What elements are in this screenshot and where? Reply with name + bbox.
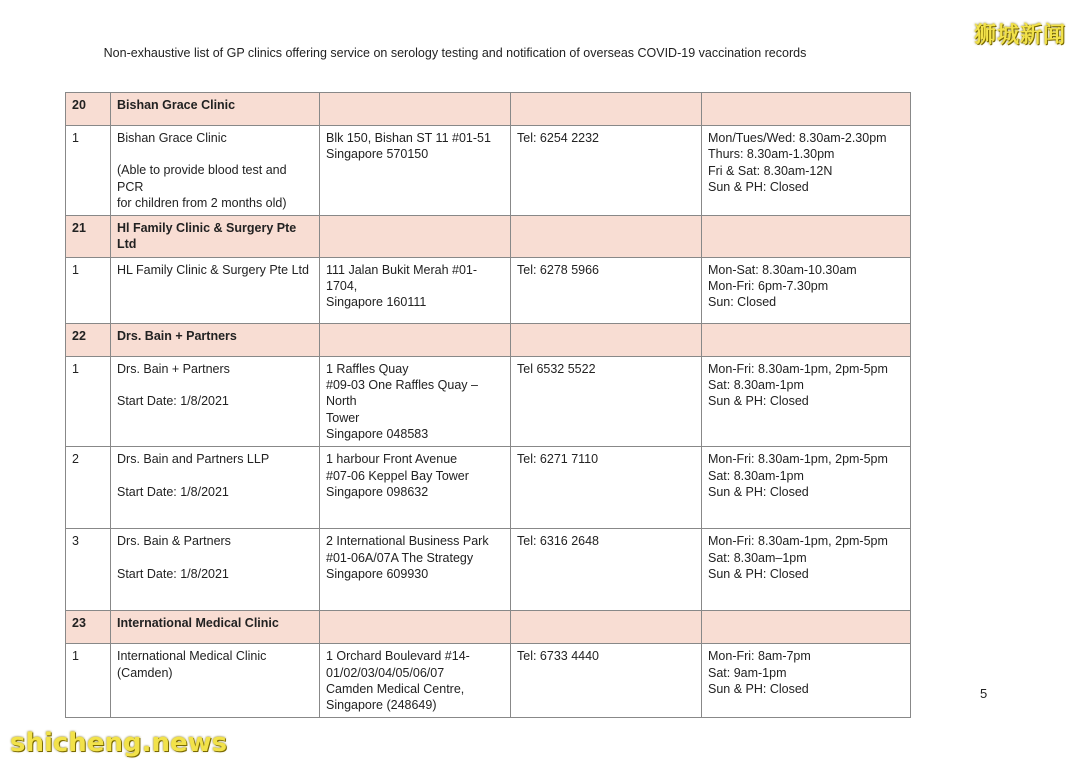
clinic-hours: Mon/Tues/Wed: 8.30am-2.30pm Thurs: 8.30am-1.30pm Fri & Sat: 8.30am-12N Sun & PH: Closed xyxy=(702,126,911,216)
row-index: 3 xyxy=(66,529,111,611)
clinic-hours: Mon-Sat: 8.30am-10.30am Mon-Fri: 6pm-7.30pm Sun: Closed xyxy=(702,257,911,323)
table-row xyxy=(66,126,911,216)
group-name: Bishan Grace Clinic xyxy=(111,93,320,126)
group-name: Hl Family Clinic & Surgery Pte Ltd xyxy=(111,216,320,258)
clinic-name: Bishan Grace Clinic xyxy=(117,131,227,145)
clinic-address: Blk 150, Bishan ST 11 #01-51 Singapore 570150 xyxy=(320,126,511,216)
row-index: 2 xyxy=(66,447,111,529)
clinic-tel: Tel 6532 5522 xyxy=(511,356,702,446)
row-index: 1 xyxy=(66,257,111,323)
clinic-start-date: Start Date: 1/8/2021 xyxy=(117,484,229,499)
clinic-hours: Mon-Fri: 8am-7pm Sat: 9am-1pm Sun & PH: Closed xyxy=(702,644,911,718)
group-number: 22 xyxy=(66,323,111,356)
clinic-address: 1 harbour Front Avenue #07-06 Keppel Bay Tower Singapore 098632 xyxy=(320,447,511,529)
page-number: 5 xyxy=(980,686,988,701)
clinic-name: Drs. Bain + Partners xyxy=(117,361,230,376)
clinic-tel: Tel: 6733 4440 xyxy=(511,644,702,718)
table-row xyxy=(66,447,911,529)
group-header-row xyxy=(66,323,911,356)
group-number: 23 xyxy=(66,611,111,644)
page-title: Non-exhaustive list of GP clinics offering service on serology testing and notification of overseas COVID-19 vaccination records xyxy=(103,46,807,60)
clinic-tel: Tel: 6316 2648 xyxy=(511,529,702,611)
clinic-name: International Medical Clinic (Camden) xyxy=(111,644,320,718)
row-index: 1 xyxy=(66,644,111,718)
group-name: Drs. Bain + Partners xyxy=(111,323,320,356)
clinic-address: 1 Raffles Quay #09-03 One Raffles Quay – North Tower Singapore 048583 xyxy=(320,356,511,446)
group-header-row xyxy=(66,216,911,258)
table-row xyxy=(66,257,911,323)
table-row xyxy=(66,644,911,718)
group-number: 21 xyxy=(66,216,111,258)
row-index: 1 xyxy=(66,126,111,216)
table-row xyxy=(66,529,911,611)
clinic-hours: Mon-Fri: 8.30am-1pm, 2pm-5pm Sat: 8.30am-1pm Sun & PH: Closed xyxy=(702,356,911,446)
group-number: 20 xyxy=(66,93,111,126)
clinic-tel: Tel: 6278 5966 xyxy=(511,257,702,323)
clinic-tel: Tel: 6271 7110 xyxy=(511,447,702,529)
clinic-name: Drs. Bain & Partners xyxy=(117,534,231,549)
clinic-name-cell xyxy=(111,447,320,529)
clinic-name: Drs. Bain and Partners LLP xyxy=(117,452,270,467)
group-header-row xyxy=(66,93,911,126)
clinic-name: HL Family Clinic & Surgery Pte Ltd xyxy=(111,257,320,323)
clinic-address: 1 Orchard Boulevard #14- 01/02/03/04/05/06/07 Camden Medical Centre, Singapore (248649) xyxy=(320,644,511,718)
clinic-tel: Tel: 6254 2232 xyxy=(511,126,702,216)
clinic-name-cell xyxy=(111,356,320,446)
clinic-table xyxy=(65,92,911,718)
clinic-hours: Mon-Fri: 8.30am-1pm, 2pm-5pm Sat: 8.30am–1pm Sun & PH: Closed xyxy=(702,529,911,611)
clinic-address: 111 Jalan Bukit Merah #01-1704, Singapore 160111 xyxy=(320,257,511,323)
table-row xyxy=(66,356,911,446)
group-name: International Medical Clinic xyxy=(111,611,320,644)
watermark-logo-top: 狮城新闻 xyxy=(973,23,1066,48)
clinic-start-date: Start Date: 1/8/2021 xyxy=(117,566,229,581)
watermark-logo-bottom: shicheng.news xyxy=(10,728,228,758)
group-header-row xyxy=(66,611,911,644)
row-index: 1 xyxy=(66,356,111,446)
clinic-name-cell xyxy=(111,126,320,216)
clinic-address: 2 International Business Park #01-06A/07A The Strategy Singapore 609930 xyxy=(320,529,511,611)
clinic-start-date: Start Date: 1/8/2021 xyxy=(117,394,229,409)
clinic-note: (Able to provide blood test and PCR for children from 2 months old) xyxy=(117,163,287,210)
clinic-hours: Mon-Fri: 8.30am-1pm, 2pm-5pm Sat: 8.30am-1pm Sun & PH: Closed xyxy=(702,447,911,529)
clinic-name-cell xyxy=(111,529,320,611)
